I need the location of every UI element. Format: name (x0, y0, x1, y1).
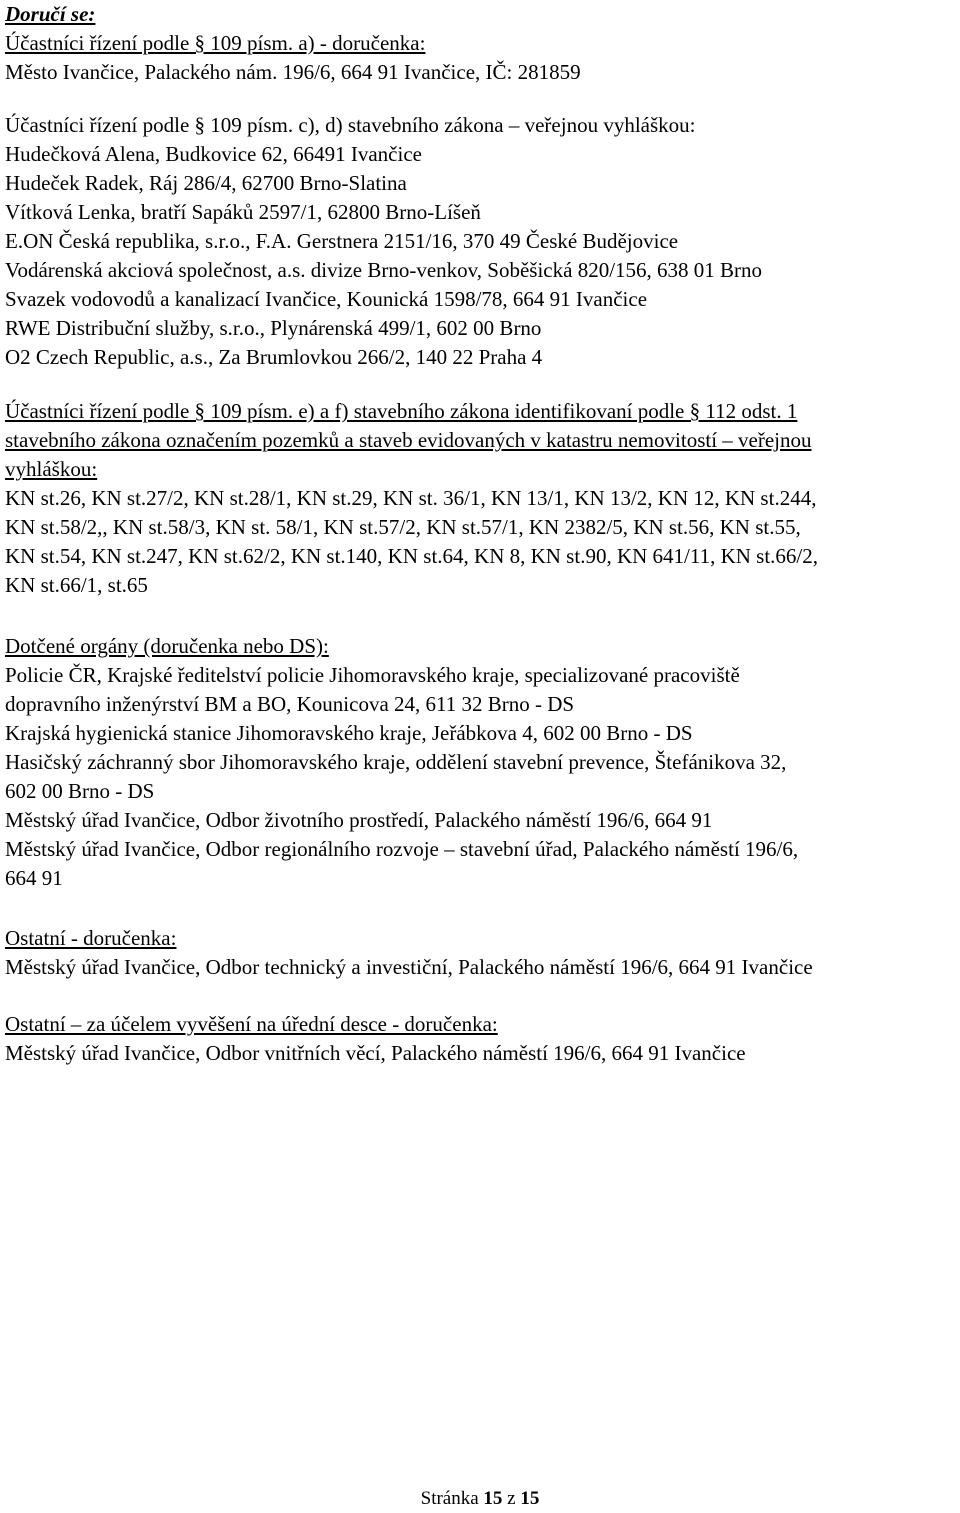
section-a-title: Účastníci řízení podle § 109 písm. a) - doručenka: (5, 31, 426, 55)
footer-separator: z (507, 1488, 516, 1509)
section-cd-line: Hudeček Radek, Ráj 286/4, 62700 Brno-Slatina (5, 171, 407, 195)
section-ef-line: KN st.26, KN st.27/2, KN st.28/1, KN st.29, KN st. 36/1, KN 13/1, KN 13/2, KN 12, KN st.244, (5, 486, 817, 510)
section-cd-line: O2 Czech Republic, a.s., Za Brumlovkou 266/2, 140 22 Praha 4 (5, 345, 543, 369)
section-ef-title-line: vyhláškou: (5, 457, 98, 481)
recipients-block (5, 0, 581, 87)
section-a-line: Město Ivančice, Palackého nám. 196/6, 664 91 Ivančice, IČ: 281859 (5, 60, 581, 84)
footer-page-total: 15 (520, 1488, 540, 1509)
section-dotcene-line: 602 00 Brno - DS (5, 779, 155, 803)
section-dotcene-line: Městský úřad Ivančice, Odbor životního prostředí, Palackého náměstí 196/6, 664 91 (5, 808, 713, 832)
section-dotcene-line: Krajská hygienická stanice Jihomoravského kraje, Jeřábkova 4, 602 00 Brno - DS (5, 721, 693, 745)
section-dotcene-title: Dotčené orgány (doručenka nebo DS): (5, 634, 329, 658)
footer-page-number: 15 (483, 1488, 503, 1509)
section-ef (5, 397, 818, 600)
section-ostatni (5, 924, 813, 982)
heading-doruci-se: Doručí se: (5, 2, 96, 26)
section-vyveseni (5, 1010, 746, 1068)
section-cd-line: Svazek vodovodů a kanalizací Ivančice, Kounická 1598/78, 664 91 Ivančice (5, 287, 648, 311)
section-ef-title-line: stavebního zákona označením pozemků a staveb evidovaných v katastru nemovitostí – veřejnou (5, 428, 812, 452)
section-ef-line: KN st.58/2,, KN st.58/3, KN st. 58/1, KN st.57/2, KN st.57/1, KN 2382/5, KN st.56, KN st.55, (5, 515, 801, 539)
section-cd-line: Vodárenská akciová společnost, a.s. divize Brno-venkov, Soběšická 820/156, 638 01 Brno (5, 258, 763, 282)
section-dotcene-organy (5, 632, 798, 893)
section-ef-title-line: Účastníci řízení podle § 109 písm. e) a f) stavebního zákona identifikovaní podle § 112 odst. 1 (5, 399, 798, 423)
section-cd-line: Hudečková Alena, Budkovice 62, 66491 Ivančice (5, 142, 422, 166)
section-dotcene-line: dopravního inženýrství BM a BO, Kounicova 24, 611 32 Brno - DS (5, 692, 575, 716)
section-dotcene-line: 664 91 (5, 866, 63, 890)
section-dotcene-line: Hasičský záchranný sbor Jihomoravského kraje, oddělení stavební prevence, Štefánikova 32, (5, 750, 787, 774)
section-ef-line: KN st.54, KN st.247, KN st.62/2, KN st.140, KN st.64, KN 8, KN st.90, KN 641/11, KN st.66/2, (5, 544, 819, 568)
section-cd (5, 111, 762, 372)
section-cd-line: RWE Distribuční služby, s.r.o., Plynárenská 499/1, 602 00 Brno (5, 316, 542, 340)
page-footer (0, 1487, 960, 1511)
section-ostatni-title: Ostatní - doručenka: (5, 926, 177, 950)
section-dotcene-line: Městský úřad Ivančice, Odbor regionálního rozvoje – stavební úřad, Palackého náměstí 196/6, (5, 837, 799, 861)
section-ostatni-line: Městský úřad Ivančice, Odbor technický a investiční, Palackého náměstí 196/6, 664 91 Ivančice (5, 955, 813, 979)
section-dotcene-line: Policie ČR, Krajské ředitelství policie Jihomoravského kraje, specializované pracoviště (5, 663, 740, 687)
section-ef-line: KN st.66/1, st.65 (5, 573, 148, 597)
section-cd-line: Vítková Lenka, bratří Sapáků 2597/1, 62800 Brno-Líšeň (5, 200, 481, 224)
section-cd-title: Účastníci řízení podle § 109 písm. c), d) stavebního zákona – veřejnou vyhláškou: (5, 113, 696, 137)
section-vyveseni-line: Městský úřad Ivančice, Odbor vnitřních věcí, Palackého náměstí 196/6, 664 91 Ivančice (5, 1041, 746, 1065)
section-cd-line: E.ON Česká republika, s.r.o., F.A. Gerstnera 2151/16, 370 49 České Budějovice (5, 229, 679, 253)
footer-prefix: Stránka (420, 1488, 479, 1509)
section-vyveseni-title: Ostatní – za účelem vyvěšení na úřední desce - doručenka: (5, 1012, 498, 1036)
